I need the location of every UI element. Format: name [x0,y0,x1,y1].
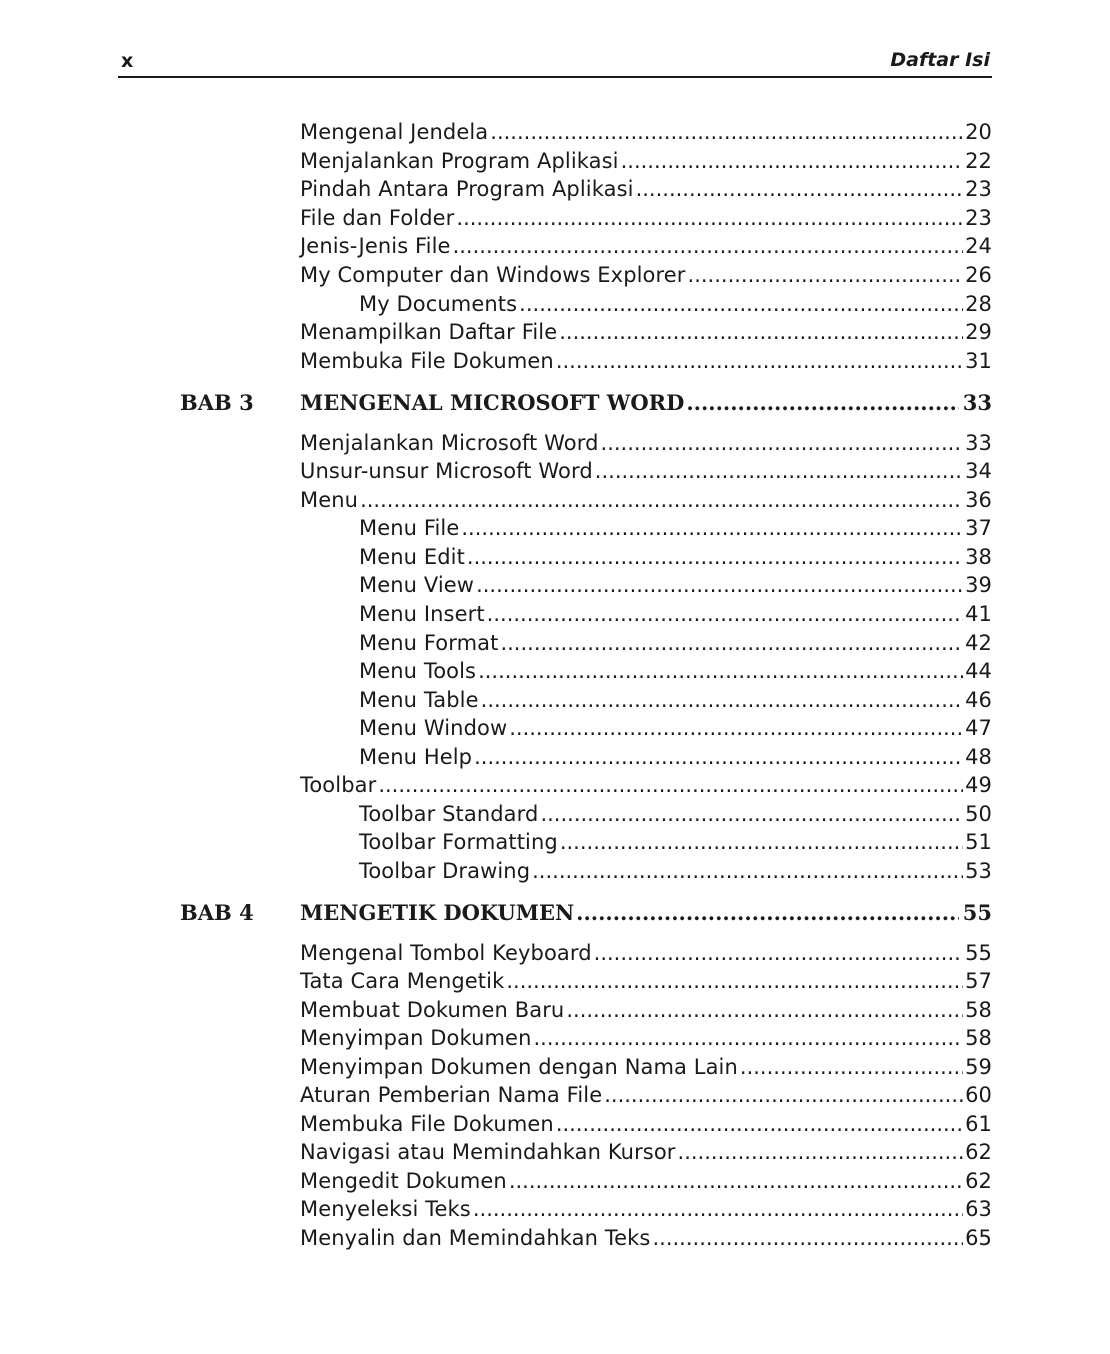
chapter-label: BAB 4 [180,900,254,925]
toc-entry-title: Menu Tools [359,659,477,683]
toc-entry-title: My Computer dan Windows Explorer [300,263,686,287]
toc-entry-page: 38 [965,545,992,569]
toc-entry-page: 29 [965,320,992,344]
toc-subentry [359,659,992,687]
toc-entry-title: File dan Folder [300,206,455,230]
dot-leader [652,1226,963,1250]
toc-entry-title: Menyalin dan Memindahkan Teks [300,1226,651,1250]
toc-entry-page: 44 [965,659,992,683]
toc-entry [300,177,992,205]
dot-leader [540,802,963,826]
toc-entry-title: Membuat Dokumen Baru [300,998,565,1022]
dot-leader [601,431,964,455]
toc-entry-title: Mengenal Tombol Keyboard [300,941,592,965]
toc-entry [300,941,992,969]
toc-entry-page: 58 [965,998,992,1022]
toc-entry [300,1226,992,1254]
toc-entry-page: 39 [965,573,992,597]
toc-entry-page: 47 [965,716,992,740]
toc-entry [300,1055,992,1083]
toc-entry-page: 51 [965,830,992,854]
toc-entry-page: 46 [965,688,992,712]
toc-entry-title: Menampilkan Daftar File [300,320,558,344]
toc-entry-title: Mengedit Dokumen [300,1169,507,1193]
toc-entry-page: 61 [965,1112,992,1136]
toc-entry [300,1026,992,1054]
dot-leader [500,631,963,655]
dot-leader [621,149,963,173]
toc-entry-title: Menjalankan Program Aplikasi [300,149,619,173]
toc-entry-title: Menu Table [359,688,479,712]
dot-leader [556,349,963,373]
dot-leader [678,1140,964,1164]
toc-entry-page: 49 [965,773,992,797]
toc-entry [300,1112,992,1140]
chapter-title: MENGENAL MICROSOFT WORD [300,390,685,415]
page-header [118,48,992,78]
toc-entry [300,773,992,801]
toc-entry-page: 65 [965,1226,992,1250]
toc-entry-page: 48 [965,745,992,769]
dot-leader [506,969,963,993]
toc-entry-page: 24 [965,234,992,258]
toc-entry-page: 23 [965,206,992,230]
toc-entry-title: Menyimpan Dokumen dengan Nama Lain [300,1055,738,1079]
dot-leader [595,459,963,483]
toc-subentry [359,830,992,858]
toc-entry [300,349,992,377]
chapter-label: BAB 3 [180,390,254,415]
toc-entry-title: My Documents [359,292,518,316]
dot-leader [688,263,964,287]
toc-entry-page: 33 [965,431,992,455]
dot-leader [636,177,964,201]
toc-subentry [359,745,992,773]
toc-entry [300,459,992,487]
toc-subentry [359,802,992,830]
toc-entry-title: Menyimpan Dokumen [300,1026,532,1050]
dot-leader [490,120,963,144]
running-title: Daftar Isi [890,49,990,71]
toc-entry-title: Menu Window [359,716,508,740]
toc-entry [300,120,992,148]
dot-leader [686,390,958,415]
toc-entry-title: Navigasi atau Memindahkan Kursor [300,1140,676,1164]
toc-subentry [359,688,992,716]
toc-entry-title: Toolbar Standard [359,802,539,826]
toc-entry-title: Unsur-unsur Microsoft Word [300,459,593,483]
toc-entry-page: 50 [965,802,992,826]
toc-entry-title: Tata Cara Mengetik [300,969,505,993]
toc-entry-title: Aturan Pemberian Nama File [300,1083,603,1107]
toc-entry-page: 31 [965,349,992,373]
dot-leader [453,234,964,258]
toc-subentry [359,602,992,630]
dot-leader [740,1055,963,1079]
dot-leader [566,998,963,1022]
toc-entry-title: Jenis-Jenis File [300,234,451,258]
toc-entry-title: Membuka File Dokumen [300,349,554,373]
toc-entry-page: 23 [965,177,992,201]
toc-entry [300,1197,992,1225]
dot-leader [481,688,963,712]
dot-leader [378,773,963,797]
dot-leader [461,516,963,540]
toc-entry-page: 42 [965,631,992,655]
dot-leader [560,830,963,854]
dot-leader [532,859,963,883]
toc-entry-title: Mengenal Jendela [300,120,489,144]
toc-entry-title: Menu Help [359,745,473,769]
toc-entry [300,1169,992,1197]
toc-subentry [359,573,992,601]
toc-subentry [359,516,992,544]
toc-entry-page: 62 [965,1140,992,1164]
toc-entry [300,320,992,348]
chapter-page: 55 [962,900,992,925]
toc-entry [300,431,992,459]
toc-entry-title: Menjalankan Microsoft Word [300,431,599,455]
toc-entry-title: Toolbar Formatting [359,830,558,854]
dot-leader [594,941,963,965]
toc-entry-page: 20 [965,120,992,144]
dot-leader [467,545,963,569]
toc-entry-page: 26 [965,263,992,287]
toc-entry-page: 58 [965,1026,992,1050]
dot-leader [519,292,963,316]
dot-leader [533,1026,963,1050]
toc-entry-page: 41 [965,602,992,626]
toc-subentry [359,859,992,887]
toc-entry-title: Toolbar Drawing [359,859,531,883]
dot-leader [473,1197,963,1221]
toc-entry [300,263,992,291]
dot-leader [487,602,963,626]
toc-entry-title: Membuka File Dokumen [300,1112,554,1136]
toc-entry-page: 34 [965,459,992,483]
toc-entry-page: 55 [965,941,992,965]
toc-entry-page: 60 [965,1083,992,1107]
toc-entry [300,206,992,234]
dot-leader [509,1169,963,1193]
toc-subentry [359,292,992,320]
toc-entry [300,1083,992,1111]
toc-entry-page: 53 [965,859,992,883]
chapter-page: 33 [962,390,992,415]
dot-leader [476,573,963,597]
dot-leader [456,206,963,230]
chapter-title: MENGETIK DOKUMEN [300,900,575,925]
toc-entry-title: Menu File [359,516,460,540]
toc-entry-page: 62 [965,1169,992,1193]
toc-entry-page: 57 [965,969,992,993]
page-number: x [121,50,134,72]
toc-entry-title: Menyeleksi Teks [300,1197,471,1221]
chapter-heading [300,390,992,420]
toc-entry-title: Menu View [359,573,475,597]
toc-entry [300,1140,992,1168]
chapter-heading [300,900,992,930]
toc-entry [300,149,992,177]
dot-leader [556,1112,963,1136]
toc-entry-title: Toolbar [300,773,377,797]
toc-entry-page: 63 [965,1197,992,1221]
toc-entry [300,234,992,262]
toc-entry [300,998,992,1026]
toc-subentry [359,545,992,573]
toc-entry-page: 37 [965,516,992,540]
toc-entry [300,488,992,516]
dot-leader [478,659,963,683]
toc-entry-title: Pindah Antara Program Aplikasi [300,177,634,201]
toc-entry-page: 36 [965,488,992,512]
dot-leader [360,488,963,512]
toc-subentry [359,716,992,744]
toc-entry-page: 28 [965,292,992,316]
toc-subentry [359,631,992,659]
dot-leader [576,900,959,925]
toc-entry-title: Menu Insert [359,602,485,626]
toc-entry-title: Menu [300,488,359,512]
dot-leader [559,320,963,344]
dot-leader [509,716,963,740]
toc-entry [300,969,992,997]
dot-leader [474,745,963,769]
toc-entry-title: Menu Format [359,631,499,655]
toc-entry-page: 59 [965,1055,992,1079]
dot-leader [604,1083,963,1107]
toc-entry-page: 22 [965,149,992,173]
toc-entry-title: Menu Edit [359,545,465,569]
